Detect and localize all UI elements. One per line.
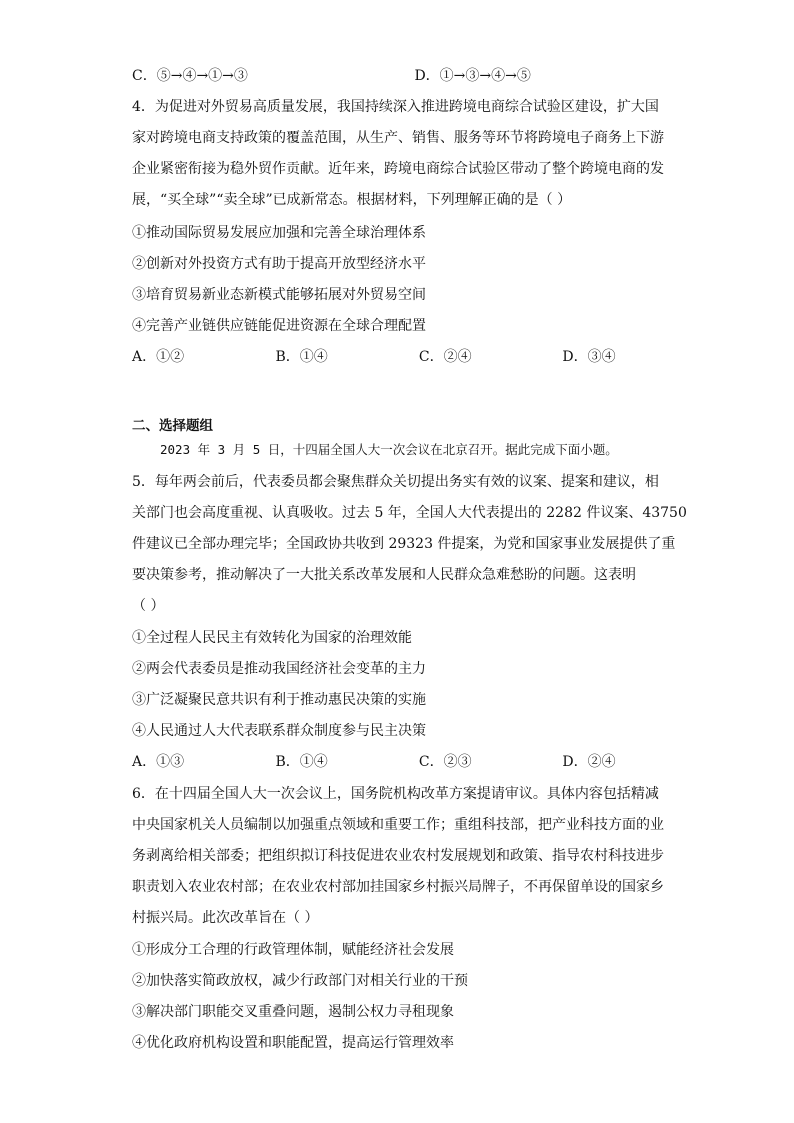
q4-options: [132, 348, 674, 366]
q3-option-c[interactable]: C．⑤→④→①→③: [132, 68, 248, 84]
q4-stem-line: 展，“买全球”“卖全球”已成新常态。根据材料，下列理解正确的是（ ）: [132, 192, 572, 208]
q4-option-a[interactable]: A．①②: [132, 349, 185, 365]
q5-item: ②两会代表委员是推动我国经济社会变革的主力: [132, 661, 426, 677]
q5-stem-line: 5．每年两会前后，代表委员都会聚焦群众关切提出务实有效的议案、提案和建议，相: [132, 474, 659, 490]
q5-options: [132, 753, 674, 771]
q6-item: ④优化政府机构设置和职能配置，提高运行管理效率: [132, 1035, 454, 1051]
q5-item: ③广泛凝聚民意共识有利于推动惠民决策的实施: [132, 692, 426, 708]
q3-options: [132, 67, 674, 85]
q5-option-b[interactable]: B．①④: [275, 754, 328, 770]
q6-item: ②加快落实简政放权，减少行政部门对相关行业的干预: [132, 973, 468, 989]
q6-stem-line: 中央国家机关人员编制以加强重点领域和重要工作；重组科技部，把产业科技方面的业: [132, 817, 664, 833]
q4-item: ①推动国际贸易发展应加强和完善全球治理体系: [132, 225, 426, 241]
q5-stem-line: 件建议已全部办理完毕；全国政协共收到 29323 件提案，为党和国家事业发展提供了重: [132, 536, 676, 552]
q4-item: ②创新对外投资方式有助于提高开放型经济水平: [132, 256, 426, 272]
q6-stem-line: 6．在十四届全国人大一次会议上，国务院机构改革方案提请审议。具体内容包括精减: [132, 786, 659, 802]
q4-option-d[interactable]: D．③④: [562, 349, 616, 365]
q5-option-c[interactable]: C．②③: [418, 754, 472, 770]
q5-stem-line: 要决策参考，推动解决了一大批关系改革发展和人民群众急难愁盼的问题。这表明: [132, 567, 636, 583]
q6-stem-line: 村振兴局。此次改革旨在（ ）: [132, 910, 319, 926]
q4-option-c[interactable]: C．②④: [418, 349, 472, 365]
q4-stem-line: 4．为促进对外贸易高质量发展，我国持续深入推进跨境电商综合试验区建设，扩大国: [132, 99, 659, 115]
q4-item: ③培育贸易新业态新模式能够拓展对外贸易空间: [132, 287, 426, 303]
q4-item: ④完善产业链供应链能促进资源在全球合理配置: [132, 318, 426, 334]
q5-option-d[interactable]: D．②④: [562, 754, 616, 770]
q6-item: ①形成分工合理的行政管理体制，赋能经济社会发展: [132, 942, 454, 958]
q4-stem-line: 家对跨境电商支持政策的覆盖范围，从生产、销售、服务等环节将跨境电子商务上下游: [132, 130, 664, 146]
q5-item: ④人民通过人大代表联系群众制度参与民主决策: [132, 723, 426, 739]
q5-stem-line: 关部门也会高度重视、认真吸收。过去 5 年，全国人大代表提出的 2282 件议案、43750: [132, 505, 687, 521]
q6-stem-line: 务剥离给相关部委；把组织拟订科技促进农业农村发展规划和政策、指导农村科技进步: [132, 848, 664, 864]
q6-item: ③解决部门职能交叉重叠问题，遏制公权力寻租现象: [132, 1004, 454, 1020]
q5-item: ①全过程人民民主有效转化为国家的治理效能: [132, 630, 412, 646]
section-heading: 二、选择题组: [132, 418, 213, 434]
q5-option-a[interactable]: A．①③: [132, 754, 185, 770]
q3-option-d[interactable]: D．①→③→④→⑤: [414, 68, 531, 84]
q4-option-b[interactable]: B．①④: [275, 349, 328, 365]
q4-stem-line: 企业紧密衔接为稳外贸作贡献。近年来，跨境电商综合试验区带动了整个跨境电商的发: [132, 161, 664, 177]
q6-stem-line: 职责划入农业农村部；在农业农村部加挂国家乡村振兴局牌子，不再保留单设的国家乡: [132, 879, 664, 895]
q5-stem-line: （ ）: [132, 598, 165, 614]
section-intro: 2023 年 3 月 5 日，十四届全国人大一次会议在北京召开。据此完成下面小题。: [160, 442, 618, 457]
